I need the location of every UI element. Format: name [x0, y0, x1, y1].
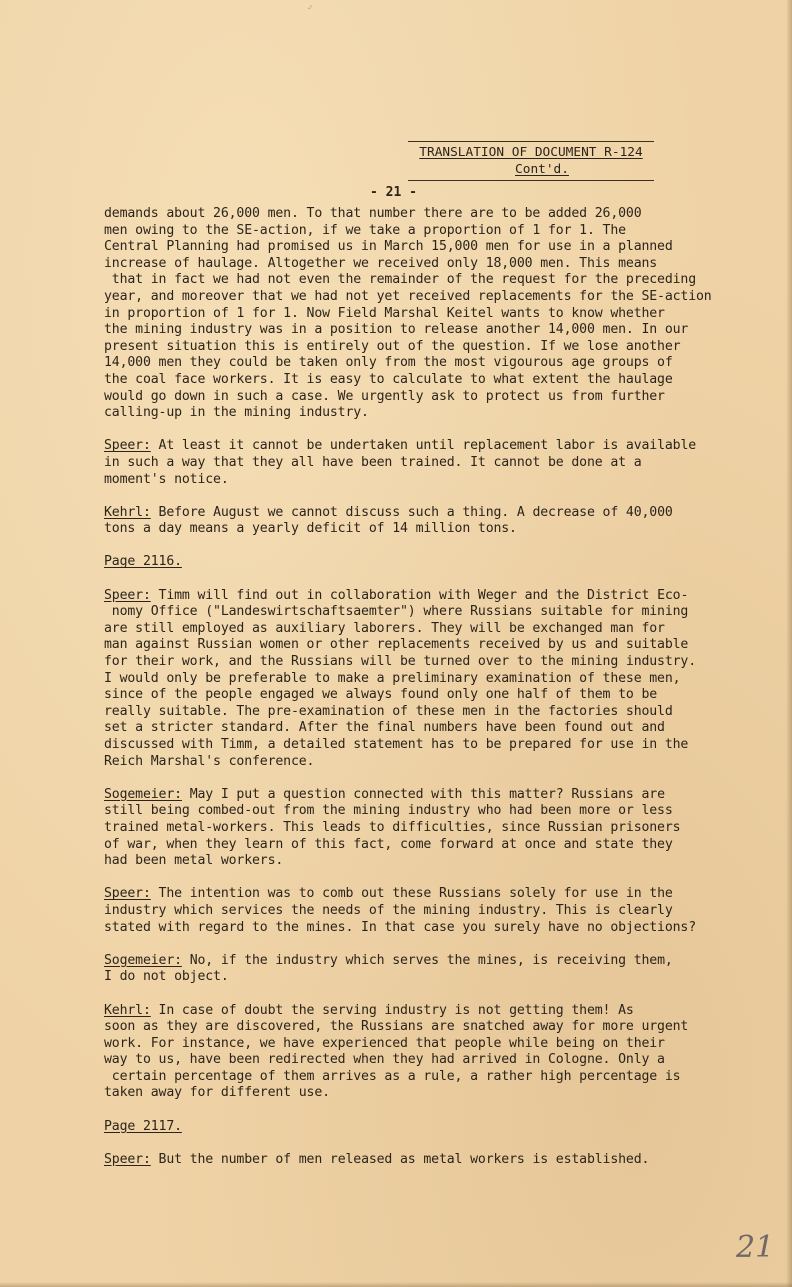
text-line	[104, 903, 754, 920]
text-line	[104, 405, 754, 422]
line-text: of war, when they learn of this fact, come forward at once and state they	[104, 836, 673, 852]
line-text: Reich Marshal's conference.	[104, 753, 315, 769]
pencil-page-number-text: 21	[736, 1230, 774, 1264]
line-text: since of the people engaged we always found only one half of them to be	[104, 687, 658, 703]
text-line	[104, 737, 754, 754]
text-line	[104, 272, 754, 289]
text-line	[104, 256, 754, 273]
text-line	[104, 239, 754, 256]
text-line	[104, 505, 754, 522]
text-line	[104, 472, 754, 489]
speaker-name: Kehrl:	[104, 1002, 151, 1018]
text-line	[104, 671, 754, 688]
pencil-page-number	[734, 1228, 774, 1264]
line-text: the mining industry was in a position to release another 14,000 men. In our	[104, 322, 689, 338]
line-text: calling-up in the mining industry.	[104, 405, 369, 421]
speaker-paragraph	[104, 505, 754, 538]
line-text: in such a way that they all have been trained. It cannot be done at a	[104, 454, 642, 470]
line-text: are still employed as auxiliary laborers. They will be exchanged man for	[104, 620, 665, 636]
line-text: May I put a question connected with this matter? Russians are	[181, 786, 665, 802]
line-text: I do not object.	[104, 969, 229, 985]
page-edge-bottom	[0, 1282, 792, 1287]
line-text: No, if the industry which serves the mines, is receiving them,	[181, 952, 673, 968]
speaker-paragraph	[104, 787, 754, 870]
line-text: that in fact we had not even the remainder of the request for the preceding	[104, 272, 697, 288]
line-text: 14,000 men they could be taken only from the most vigourous age groups of	[104, 355, 673, 371]
speaker-paragraph	[104, 953, 754, 986]
line-text: demands about 26,000 men. To that number there are to be added 26,000	[104, 206, 642, 221]
speaker-paragraph	[104, 1003, 754, 1103]
line-text: stated with regard to the mines. In that case you surely have no objections?	[104, 919, 697, 935]
text-line	[104, 1152, 754, 1169]
line-text: At least it cannot be undertaken until replacement labor is available	[150, 438, 697, 454]
line-text: But the number of men released as metal workers is established.	[150, 1151, 650, 1167]
line-text: for their work, and the Russians will be turned over to the mining industry.	[104, 654, 697, 670]
text-line	[104, 687, 754, 704]
text-line	[104, 588, 754, 605]
line-text: Timm will find out in collaboration with Weger and the District Eco-	[150, 587, 689, 603]
page-reference-text: Page 2117.	[104, 1118, 182, 1134]
text-line	[104, 969, 754, 986]
line-text: increase of haulage. Altogether we received only 18,000 men. This means	[104, 255, 658, 271]
text-line	[104, 1019, 754, 1036]
speaker-name: Speer:	[104, 886, 151, 902]
text-line	[104, 787, 754, 804]
text-line	[104, 1052, 754, 1069]
line-text: The intention was to comb out these Russians solely for use in the	[150, 886, 673, 902]
text-line	[104, 355, 754, 372]
line-text: tons a day means a yearly deficit of 14 million tons.	[104, 521, 517, 537]
line-text: still being combed-out from the mining industry who had been more or less	[104, 803, 673, 819]
line-text: man against Russian women or other replacements received by us and suitable	[104, 637, 689, 653]
line-text: really suitable. The pre-examination of these men in the factories should	[104, 703, 673, 719]
text-line	[104, 1069, 754, 1086]
speaker-paragraph	[104, 886, 754, 936]
text-line	[104, 754, 754, 771]
text-line	[104, 339, 754, 356]
text-line	[104, 289, 754, 306]
speaker-name: Sogemeier:	[104, 786, 182, 802]
line-text: men owing to the SE-action, if we take a proportion of 1 for 1. The	[104, 222, 626, 238]
page-reference-text: Page 2116.	[104, 554, 182, 570]
line-text: present situation this is entirely out of the question. If we lose another	[104, 338, 681, 354]
line-text: set a stricter standard. After the final numbers have been found out and	[104, 720, 665, 736]
line-text: soon as they are discovered, the Russians are snatched away for more urgent	[104, 1019, 689, 1035]
line-text: had been metal workers.	[104, 853, 284, 869]
speaker-name: Kehrl:	[104, 504, 151, 520]
text-line	[104, 837, 754, 854]
speaker-name: Speer:	[104, 587, 151, 603]
text-line	[104, 720, 754, 737]
faint-mark: ⌏	[308, 4, 315, 15]
line-text: Before August we cannot discuss such a thing. A decrease of 40,000	[150, 504, 673, 520]
page-edge-right	[786, 0, 792, 1287]
speaker-name: Sogemeier:	[104, 952, 182, 968]
line-text: certain percentage of them arrives as a rule, a rather high percentage is	[104, 1068, 681, 1084]
text-line	[104, 953, 754, 970]
text-line	[104, 389, 754, 406]
header-title: TRANSLATION OF DOCUMENT R-124	[419, 145, 643, 160]
line-text: taken away for different use.	[104, 1085, 330, 1101]
line-text: nomy Office ("Landeswirtschaftsaemter") where Russians suitable for mining	[104, 604, 689, 620]
text-line	[104, 322, 754, 339]
text-line	[104, 886, 754, 903]
document-body	[104, 206, 754, 1185]
line-text: I would only be preferable to make a preliminary examination of these men,	[104, 670, 681, 686]
text-line	[104, 920, 754, 937]
line-text: industry which services the needs of the mining industry. This is clearly	[104, 902, 673, 918]
header-continued: Cont'd.	[515, 162, 569, 177]
text-line	[104, 637, 754, 654]
line-text: moment's notice.	[104, 471, 229, 487]
speaker-paragraph	[104, 438, 754, 488]
speaker-name: Speer:	[104, 438, 151, 454]
text-line	[104, 853, 754, 870]
line-text: year, and moreover that we had not yet received replacements for the SE-action	[104, 288, 712, 304]
page-reference	[104, 554, 754, 571]
text-line	[104, 803, 754, 820]
text-line	[104, 704, 754, 721]
page-number: - 21 -	[370, 185, 417, 200]
document-header	[408, 141, 654, 181]
speaker-paragraph	[104, 588, 754, 771]
header-rule-bottom	[408, 180, 654, 181]
line-text: the coal face workers. It is easy to calculate to what extent the haulage	[104, 371, 673, 387]
text-line	[104, 372, 754, 389]
text-line	[104, 1036, 754, 1053]
header-rule-top	[408, 141, 654, 142]
line-text: would go down in such a case. We urgently ask to protect us from further	[104, 388, 665, 404]
text-line	[104, 455, 754, 472]
text-line	[104, 223, 754, 240]
line-text: trained metal-workers. This leads to difficulties, since Russian prisoners	[104, 819, 681, 835]
text-line	[104, 621, 754, 638]
text-line	[104, 604, 754, 621]
text-line	[104, 521, 754, 538]
text-line	[104, 820, 754, 837]
line-text: In case of doubt the serving industry is not getting them! As	[150, 1002, 634, 1018]
line-text: discussed with Timm, a detailed statement has to be prepared for use in the	[104, 737, 689, 752]
text-line	[104, 206, 754, 223]
line-text: work. For instance, we have experienced that people while being on their	[104, 1035, 665, 1051]
speaker-paragraph	[104, 1152, 754, 1169]
line-text: Central Planning had promised us in March 15,000 men for use in a planned	[104, 239, 673, 255]
text-line	[104, 1085, 754, 1102]
text-line	[104, 1003, 754, 1020]
text-line	[104, 654, 754, 671]
text-paragraph	[104, 206, 754, 422]
text-line	[104, 438, 754, 455]
line-text: way to us, have been redirected when they had arrived in Cologne. Only a	[104, 1052, 665, 1068]
line-text: in proportion of 1 for 1. Now Field Marshal Keitel wants to know whether	[104, 305, 665, 321]
page-reference	[104, 1119, 754, 1136]
speaker-name: Speer:	[104, 1151, 151, 1167]
text-line	[104, 306, 754, 323]
